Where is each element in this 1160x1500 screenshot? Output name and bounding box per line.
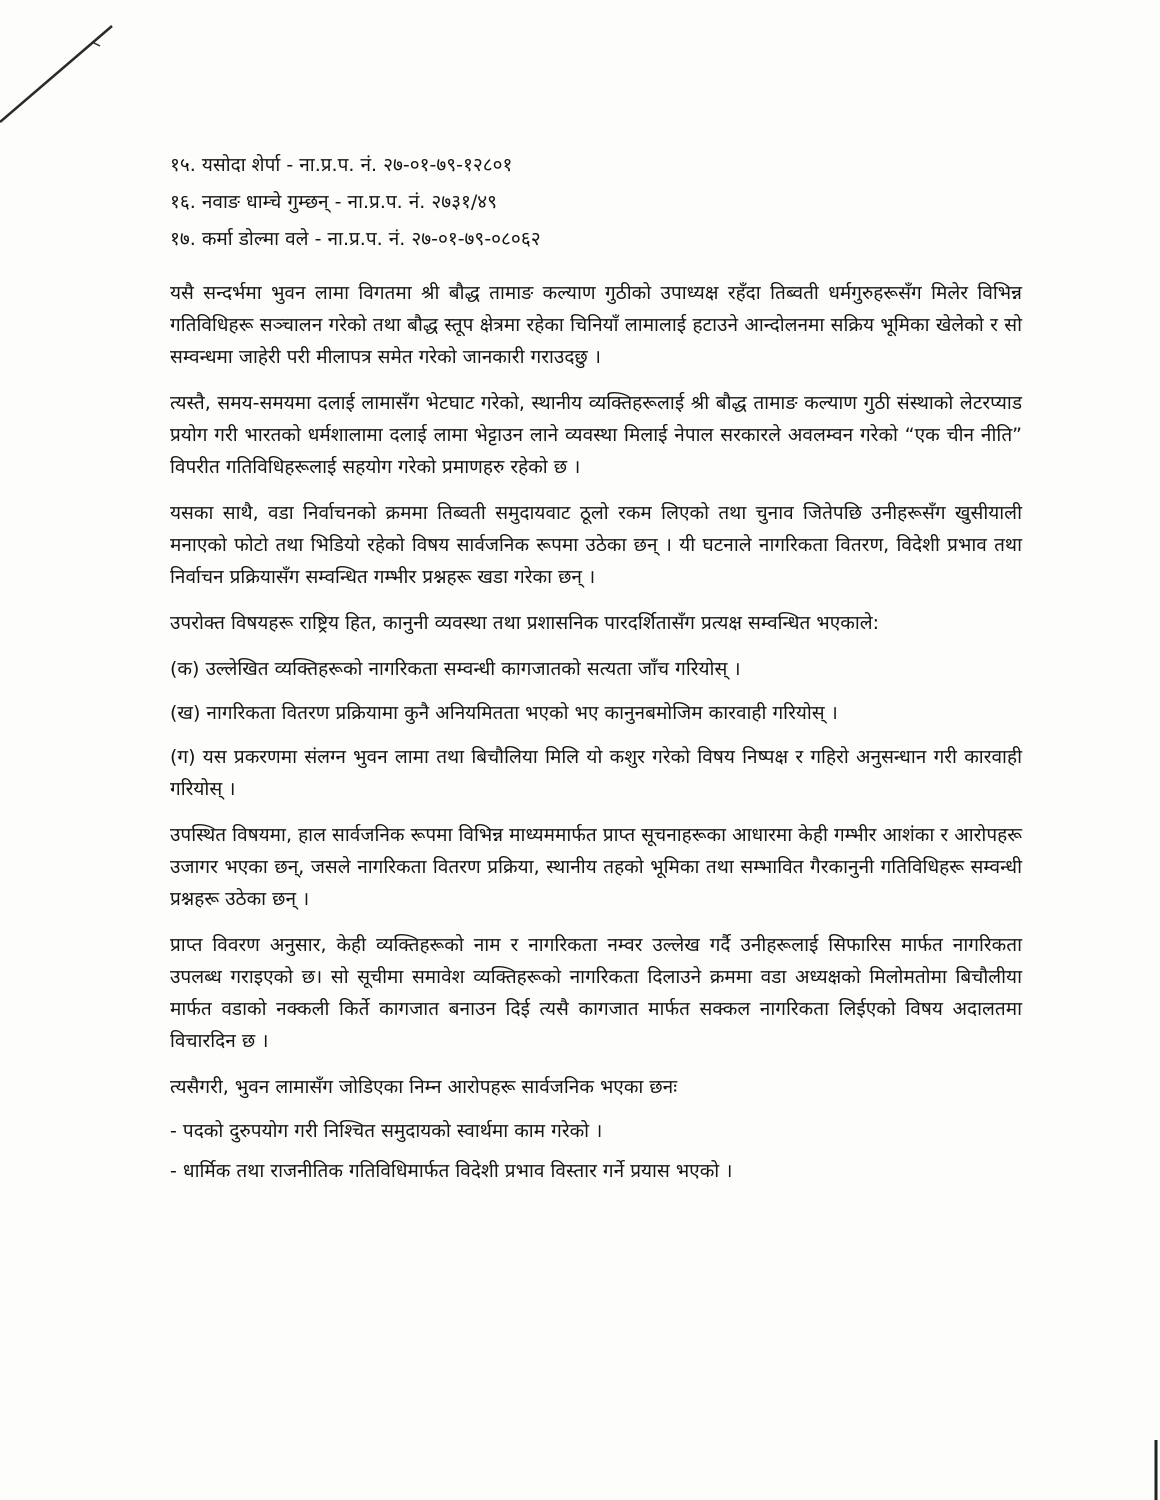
paragraph-citizenship-details: प्राप्त विवरण अनुसार, केही व्यक्तिहरूको नाम र नागरिकता नम्वर उल्लेख गर्दै उनीहरूलाई सिफारिस मार्फत नागरिकता उपलब्ध गराइएको छ। सो सूचीमा समावेश व्यक्तिहरूको नागरिकता दिलाउने क्रममा वडा अध्यक्षको मिलोमतोमा बिचौलीया मार्फत वडाको नक्कली किर्ते कागजात बनाउन दिई त्यसै कागजात मार्फत सक्कल नागरिकता लिईएको विषय अदालतमा विचारदिन छ । — [170, 934, 1022, 1052]
letter-body — [170, 150, 1022, 1195]
list-item: १६. नवाङ धाम्चे गुम्छन् - ना.प्र.प. नं. २७३१/४९ — [170, 191, 498, 213]
allegation-item: - पदको दुरुपयोग गरी निश्चित समुदायको स्वार्थमा काम गरेको । — [170, 1120, 603, 1142]
paragraph-allegations-overview: उपस्थित विषयमा, हाल सार्वजनिक रूपमा विभिन्न माध्यममार्फत प्राप्त सूचनाहरूका आधारमा केही गम्भीर आशंका र आरोपहरू उजागर भएका छन्, जसले नागरिकता वितरण प्रक्रिया, स्थानीय तहको भूमिका तथा सम्भावित गैरकानुनी गतिविधिहरू सम्वन्धी प्रश्नहरू उठेका छन् । — [170, 824, 1022, 910]
paragraph-allegations-intro: त्यसैगरी, भुवन लामासँग जोडिएका निम्न आरोपहरू सार्वजनिक भएका छनः — [170, 1076, 678, 1098]
paragraph-background: यसै सन्दर्भमा भुवन लामा विगतमा श्री बौद्ध तामाङ कल्याण गुठीको उपाध्यक्ष रहँदा तिब्वती धर्मगुरुहरूसँग मिलेर विभिन्न गतिविधिहरू सञ्चालन गरेको तथा बौद्ध स्तूप क्षेत्रमा रहेका चिनियाँ लामालाई हटाउने आन्दोलनमा सक्रिय भूमिका खेलेको र सो सम्वन्धमा जाहेरी परी मीलापत्र समेत गरेको जानकारी गराउदछु । — [170, 282, 1022, 368]
paragraph-national-interest: उपरोक्त विषयहरू राष्ट्रिय हित, कानुनी व्यवस्था तथा प्रशासनिक पारदर्शितासँग प्रत्यक्ष सम्वन्धित भएकाले: — [170, 612, 880, 634]
paragraph-election: यसका साथै, वडा निर्वाचनको क्रममा तिब्वती समुदायवाट ठूलो रकम लिएको तथा चुनाव जितेपछि उनीहरूसँग खुसीयाली मनाएको फोटो तथा भिडियो रहेको विषय सार्वजनिक रूपमा उठेका छन् । यी घटनाले नागरिकता वितरण, विदेशी प्रभाव तथा निर्वाचन प्रक्रियासँग सम्वन्धित गम्भीर प्रश्नहरू खडा गरेका छन् । — [170, 502, 1022, 588]
list-item: १७. कर्मा डोल्मा वले - ना.प्र.प. नं. २७-०१-७९-०८०६२ — [170, 228, 541, 250]
list-item: १५. यसोदा शेर्पा - ना.प्र.प. नं. २७-०१-७९-१२८०१ — [170, 154, 513, 176]
allegation-item: - धार्मिक तथा राजनीतिक गतिविधिमार्फत विदेशी प्रभाव विस्तार गर्ने प्रयास भएको । — [170, 1160, 733, 1182]
paragraph-dalai-lama: त्यस्तै, समय-समयमा दलाई लामासँग भेटघाट गरेको, स्थानीय व्यक्तिहरूलाई श्री बौद्ध तामाङ कल्याण गुठी संस्थाको लेटरप्याड प्रयोग गरी भारतको धर्मशालामा दलाई लामा भेट्टाउन लाने व्यवस्था मिलाई नेपाल सरकारले अवलम्वन गरेको “एक चीन नीति” विपरीत गतिविधिहरूलाई सहयोग गरेको प्रमाणहरु रहेको छ । — [170, 392, 1022, 478]
scan-edge-mark — [1148, 1440, 1160, 1500]
demand-item: (क) उल्लेखित व्यक्तिहरूको नागरिकता सम्वन्धी कागजातको सत्यता जाँच गरियोस् । — [170, 658, 741, 680]
demand-item: (ख) नागरिकता वितरण प्रक्रियामा कुनै अनियमितता भएको भए कानुनबमोजिम कारवाही गरियोस् । — [170, 702, 838, 724]
demand-item: (ग) यस प्रकरणमा संलग्न भुवन लामा तथा बिचौलिया मिलि यो कशुर गरेको विषय निष्पक्ष र गहिरो अनुसन्धान गरी कारवाही गरियोस् । — [170, 746, 1022, 800]
scan-corner-fold — [0, 0, 130, 130]
